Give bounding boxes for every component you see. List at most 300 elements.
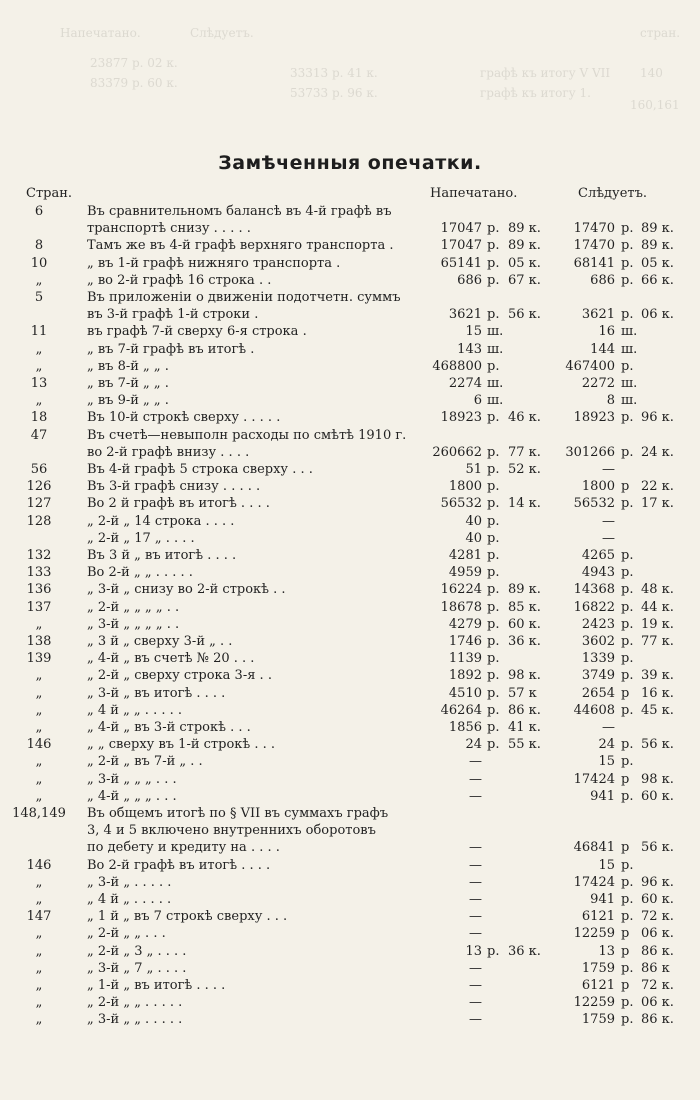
correct-number: 6121 bbox=[581, 978, 615, 993]
table-row bbox=[0, 358, 700, 375]
row-page: 132 bbox=[26, 548, 52, 563]
printed-number: — bbox=[469, 857, 482, 873]
printed-number: — bbox=[469, 909, 482, 925]
printed-number: 17047 bbox=[440, 238, 482, 254]
table-row bbox=[0, 599, 700, 616]
correct-number: 1339 bbox=[581, 651, 615, 667]
row-description: Въ сравнительномъ балансѣ въ 4-й графѣ въ bbox=[87, 204, 392, 219]
row-page: „ bbox=[35, 926, 43, 942]
correct-kopecks: 17 к. bbox=[641, 496, 674, 512]
row-description: „ „ сверху въ 1-й строкѣ . . . bbox=[87, 737, 276, 753]
row-description: Во 2-й „ „ . . . . . bbox=[87, 565, 193, 581]
row-page: „ bbox=[35, 995, 43, 1011]
printed-number: 13 bbox=[465, 943, 482, 959]
printed-number: 468800 bbox=[432, 358, 482, 374]
printed-kopecks: 60 к. bbox=[508, 616, 541, 632]
correct-kopecks: 89 к. bbox=[641, 221, 674, 237]
printed-number: — bbox=[469, 926, 482, 942]
printed-number: 15 bbox=[465, 324, 482, 340]
table-row bbox=[0, 530, 700, 547]
correct-kopecks: 60 к. bbox=[641, 788, 674, 804]
row-page: 18 bbox=[30, 410, 48, 426]
row-description: „ 2-й „ „ . . . . . bbox=[87, 995, 183, 1011]
correct-unit: р. bbox=[621, 255, 634, 271]
printed-unit: р. bbox=[487, 358, 500, 374]
correct-kopecks: 16 к. bbox=[641, 685, 674, 701]
row-page: „ bbox=[35, 771, 43, 787]
printed-number: 143 bbox=[457, 341, 482, 357]
correct-number: 16 bbox=[598, 324, 615, 340]
table-row bbox=[0, 306, 700, 323]
header-should: Слѣдуетъ. bbox=[578, 186, 647, 201]
row-page: „ bbox=[35, 754, 43, 770]
table-row bbox=[0, 702, 700, 719]
row-page: 146 bbox=[26, 857, 52, 873]
correct-kopecks: 96 к. bbox=[641, 874, 674, 890]
correct-kopecks: 98 к. bbox=[641, 771, 674, 787]
printed-number: 4281 bbox=[448, 548, 482, 563]
row-description: Въ 10-й строкѣ сверху . . . . . bbox=[87, 410, 281, 426]
correct-unit: р. bbox=[621, 410, 634, 426]
printed-number: 3621 bbox=[448, 307, 482, 323]
printed-number: 16224 bbox=[440, 582, 482, 598]
row-page: „ bbox=[35, 393, 43, 409]
correct-kopecks: 60 к. bbox=[641, 892, 674, 907]
correct-number: 941 bbox=[590, 788, 615, 804]
row-description: „ въ 8-й „ „ . bbox=[87, 358, 169, 374]
correct-number: 1759 bbox=[581, 1012, 615, 1028]
printed-number: 65141 bbox=[440, 255, 482, 271]
printed-number: 260662 bbox=[432, 444, 482, 460]
row-description: „ въ 9-й „ „ . bbox=[87, 393, 169, 409]
table-row bbox=[0, 237, 700, 254]
printed-number: 24 bbox=[465, 737, 482, 753]
row-description: „ 3-й „ . . . . . bbox=[87, 874, 172, 890]
correct-number: 68141 bbox=[573, 255, 615, 271]
correct-unit: р. bbox=[621, 221, 634, 237]
correct-unit: р. bbox=[621, 272, 634, 288]
printed-number: — bbox=[469, 788, 482, 804]
printed-number: 686 bbox=[457, 272, 482, 288]
correct-unit: р. bbox=[621, 857, 634, 873]
printed-unit: р. bbox=[487, 737, 500, 753]
printed-number: 40 bbox=[465, 530, 482, 546]
table-row bbox=[0, 220, 700, 237]
row-description: Во 2 й графѣ въ итогѣ . . . . bbox=[87, 496, 270, 512]
correct-kopecks: 45 к. bbox=[641, 702, 674, 718]
printed-number: 51 bbox=[465, 462, 482, 477]
correct-unit: р. bbox=[621, 307, 634, 323]
row-page: 136 bbox=[26, 582, 52, 598]
table-row bbox=[0, 736, 700, 753]
printed-unit: р. bbox=[487, 221, 500, 237]
correct-unit: р. bbox=[621, 668, 634, 684]
table-row bbox=[0, 685, 700, 702]
row-description: Въ 3 й „ въ итогѣ . . . . bbox=[87, 548, 237, 563]
table-row bbox=[0, 719, 700, 736]
printed-number: 46264 bbox=[440, 702, 482, 718]
row-description: „ 3-й „ „ „ . . . bbox=[87, 771, 177, 787]
correct-unit: р. bbox=[621, 599, 634, 615]
correct-unit: р. bbox=[621, 582, 634, 598]
printed-number: 4279 bbox=[448, 616, 482, 632]
row-description: „ 2-й „ „ „ „ . . bbox=[87, 599, 180, 615]
printed-unit: р. bbox=[487, 479, 500, 495]
row-description: „ въ 7-й графѣ въ итогѣ . bbox=[87, 341, 255, 357]
correct-kopecks: 77 к. bbox=[641, 634, 674, 649]
table-row bbox=[0, 581, 700, 598]
correct-unit: р. bbox=[621, 788, 634, 804]
correct-number: — bbox=[602, 462, 615, 477]
row-page: „ bbox=[35, 892, 43, 907]
row-description: Тамъ же въ 4-й графѣ верхняго транспорта . bbox=[87, 238, 394, 254]
printed-kopecks: 14 к. bbox=[508, 496, 541, 512]
table-row bbox=[0, 478, 700, 495]
row-description: 3, 4 и 5 включено внутреннихъ оборотовъ bbox=[87, 823, 376, 839]
printed-number: 18678 bbox=[440, 599, 482, 615]
table-row bbox=[0, 788, 700, 805]
table-row bbox=[0, 255, 700, 272]
row-description: „ 3-й „ „ . . . . . bbox=[87, 1012, 183, 1028]
correct-number: 3602 bbox=[581, 634, 615, 649]
correct-kopecks: 56 к. bbox=[641, 840, 674, 856]
printed-number: — bbox=[469, 754, 482, 770]
printed-kopecks: 86 к. bbox=[508, 702, 541, 718]
printed-unit: р. bbox=[487, 616, 500, 632]
row-description: Въ счетѣ—невыполн расходы по смѣтѣ 1910 г. bbox=[87, 427, 407, 443]
row-page: 56 bbox=[30, 462, 48, 477]
printed-number: 6 bbox=[473, 393, 482, 409]
table-row bbox=[0, 977, 700, 994]
row-page: „ bbox=[35, 702, 43, 718]
table-row bbox=[0, 289, 700, 306]
printed-kopecks: 41 к. bbox=[508, 720, 541, 735]
correct-number: 14368 bbox=[573, 582, 615, 598]
correct-number: — bbox=[602, 530, 615, 546]
table-row bbox=[0, 564, 700, 581]
correct-number: 13 bbox=[598, 943, 615, 959]
correct-number: 18923 bbox=[573, 410, 615, 426]
printed-number: 1800 bbox=[448, 479, 482, 495]
row-page: „ bbox=[35, 960, 43, 976]
table-row bbox=[0, 994, 700, 1011]
correct-unit: р. bbox=[621, 565, 634, 581]
row-description: „ 3-й „ „ „ „ . . bbox=[87, 616, 180, 632]
printed-unit: р. bbox=[487, 651, 500, 667]
printed-number: 4959 bbox=[448, 565, 482, 581]
row-description: Въ 4-й графѣ 5 строка сверху . . . bbox=[87, 462, 313, 477]
printed-unit: р. bbox=[487, 685, 500, 701]
correct-number: 2272 bbox=[581, 376, 615, 391]
correct-number: 2423 bbox=[581, 616, 615, 632]
correct-number: 467400 bbox=[565, 358, 615, 374]
correct-kopecks: 89 к. bbox=[641, 238, 674, 254]
row-description: „ 2-й „ въ 7-й „ . . bbox=[87, 754, 203, 770]
correct-unit: ш. bbox=[621, 376, 638, 391]
row-description: „ 3-й „ 7 „ . . . . bbox=[87, 960, 187, 976]
printed-number: 4510 bbox=[448, 685, 482, 701]
correct-unit: р. bbox=[621, 496, 634, 512]
printed-unit: р. bbox=[487, 668, 500, 684]
row-description: во 2-й графѣ внизу . . . . bbox=[87, 444, 250, 460]
correct-unit: р bbox=[621, 840, 630, 856]
row-page: „ bbox=[35, 616, 43, 632]
table-row bbox=[0, 1011, 700, 1028]
correct-unit: р bbox=[621, 771, 630, 787]
table-row bbox=[0, 943, 700, 960]
table-row bbox=[0, 771, 700, 788]
printed-unit: р. bbox=[487, 548, 500, 563]
correct-kopecks: 05 к. bbox=[641, 255, 674, 271]
row-page: 47 bbox=[30, 427, 48, 443]
correct-number: 15 bbox=[598, 754, 615, 770]
printed-unit: р. bbox=[487, 272, 500, 288]
row-page: „ bbox=[35, 272, 43, 288]
correct-number: — bbox=[602, 720, 615, 735]
printed-number: 40 bbox=[465, 513, 482, 529]
table-row bbox=[0, 272, 700, 289]
row-page: „ bbox=[35, 358, 43, 374]
printed-number: 2274 bbox=[448, 376, 482, 391]
correct-kopecks: 72 к. bbox=[641, 978, 674, 993]
correct-number: 301266 bbox=[565, 444, 615, 460]
correct-number: — bbox=[602, 513, 615, 529]
correct-unit: р. bbox=[621, 444, 634, 460]
correct-kopecks: 06 к. bbox=[641, 926, 674, 942]
printed-number: — bbox=[469, 960, 482, 976]
correct-unit: ш. bbox=[621, 393, 638, 409]
row-page: „ bbox=[35, 788, 43, 804]
correct-unit: р. bbox=[621, 737, 634, 753]
correct-kopecks: 66 к. bbox=[641, 272, 674, 288]
table-row bbox=[0, 650, 700, 667]
row-page: „ bbox=[35, 341, 43, 357]
correct-kopecks: 24 к. bbox=[641, 444, 674, 460]
printed-unit: р. bbox=[487, 307, 500, 323]
correct-number: 686 bbox=[590, 272, 615, 288]
printed-kopecks: 89 к. bbox=[508, 238, 541, 254]
printed-kopecks: 67 к. bbox=[508, 272, 541, 288]
correct-unit: р. bbox=[621, 754, 634, 770]
correct-unit: р. bbox=[621, 1012, 634, 1028]
row-description: „ 3-й „ снизу во 2-й строкѣ . . bbox=[87, 582, 286, 598]
printed-unit: р. bbox=[487, 513, 500, 529]
row-description: „ 1 й „ въ 7 строкѣ сверху . . . bbox=[87, 909, 288, 925]
correct-kopecks: 86 к bbox=[641, 960, 670, 976]
table-row bbox=[0, 908, 700, 925]
printed-number: 1856 bbox=[448, 720, 482, 735]
table-row bbox=[0, 616, 700, 633]
correct-number: 12259 bbox=[573, 926, 615, 942]
printed-number: — bbox=[469, 1012, 482, 1028]
row-page: 138 bbox=[26, 634, 52, 649]
row-page: 146 bbox=[26, 737, 52, 753]
row-description: „ 2-й „ „ . . . bbox=[87, 926, 166, 942]
row-description: Во 2-й графѣ въ итогѣ . . . . bbox=[87, 857, 271, 873]
table-row bbox=[0, 444, 700, 461]
correct-number: 4265 bbox=[581, 548, 615, 563]
table-row bbox=[0, 461, 700, 478]
printed-number: 1892 bbox=[448, 668, 482, 684]
printed-kopecks: 52 к. bbox=[508, 462, 541, 477]
correct-kopecks: 06 к. bbox=[641, 995, 674, 1011]
correct-unit: р. bbox=[621, 634, 634, 649]
printed-kopecks: 56 к. bbox=[508, 307, 541, 323]
printed-number: 18923 bbox=[440, 410, 482, 426]
row-description: „ 4-й „ „ „ . . . bbox=[87, 788, 177, 804]
correct-unit: р. bbox=[621, 892, 634, 907]
row-page: 11 bbox=[30, 324, 48, 340]
correct-number: 17424 bbox=[573, 771, 615, 787]
printed-kopecks: 57 к bbox=[508, 685, 537, 701]
correct-unit: р. bbox=[621, 651, 634, 667]
table-row bbox=[0, 874, 700, 891]
row-description: въ 3-й графѣ 1-й строки . bbox=[87, 307, 259, 323]
table-row bbox=[0, 667, 700, 684]
row-description: „ 3 й „ сверху 3-й „ . . bbox=[87, 634, 233, 649]
correct-unit: р. bbox=[621, 909, 634, 925]
table-row bbox=[0, 857, 700, 874]
printed-unit: р. bbox=[487, 462, 500, 477]
correct-number: 46841 bbox=[573, 840, 615, 856]
correct-number: 144 bbox=[590, 341, 615, 357]
row-description: по дебету и кредиту на . . . . bbox=[87, 840, 280, 856]
table-row bbox=[0, 925, 700, 942]
row-page: „ bbox=[35, 720, 43, 735]
row-page: „ bbox=[35, 874, 43, 890]
row-page: 10 bbox=[30, 255, 48, 271]
row-description: „ во 2-й графѣ 16 строка . . bbox=[87, 272, 272, 288]
correct-unit: р bbox=[621, 685, 630, 701]
row-page: 139 bbox=[26, 651, 52, 667]
row-page: 127 bbox=[26, 496, 52, 512]
printed-kopecks: 98 к. bbox=[508, 668, 541, 684]
row-page: 137 bbox=[26, 599, 52, 615]
correct-number: 4943 bbox=[581, 565, 615, 581]
printed-kopecks: 36 к. bbox=[508, 634, 541, 649]
table-row bbox=[0, 427, 700, 444]
printed-unit: р. bbox=[487, 410, 500, 426]
bleed-through-text: стран. Напечатано. Слѣдуетъ. 23877 р. 02 к. 83379 р. 60 к. 33313 р. 41 к. 53733 р. 96 к. графѣ къ итогу V VII графѣ къ итогу 1. 140 160,161 bbox=[60, 26, 681, 112]
table-row bbox=[0, 960, 700, 977]
table-row bbox=[0, 323, 700, 340]
correct-unit: р bbox=[621, 926, 630, 942]
row-page: 126 bbox=[26, 479, 52, 495]
table-row bbox=[0, 805, 700, 822]
row-description: „ 4 й „ . . . . . bbox=[87, 892, 172, 907]
correct-unit: р bbox=[621, 978, 630, 993]
printed-unit: р. bbox=[487, 720, 500, 735]
printed-number: — bbox=[469, 840, 482, 856]
correct-number: 24 bbox=[598, 737, 615, 753]
correct-kopecks: 48 к. bbox=[641, 582, 674, 598]
row-page: „ bbox=[35, 1012, 43, 1028]
correct-unit: р. bbox=[621, 960, 634, 976]
printed-unit: р. bbox=[487, 444, 500, 460]
printed-number: — bbox=[469, 995, 482, 1011]
printed-kopecks: 89 к. bbox=[508, 582, 541, 598]
printed-kopecks: 89 к. bbox=[508, 221, 541, 237]
row-page: 128 bbox=[26, 513, 52, 529]
table-row bbox=[0, 375, 700, 392]
printed-unit: р. bbox=[487, 530, 500, 546]
row-description: Въ 3-й графѣ снизу . . . . . bbox=[87, 479, 261, 495]
table-row bbox=[0, 891, 700, 908]
row-description: „ 2-й „ сверху строка 3-я . . bbox=[87, 668, 272, 684]
correct-kopecks: 19 к. bbox=[641, 616, 674, 632]
row-description: „ въ 1-й графѣ нижняго транспорта . bbox=[87, 255, 341, 271]
printed-number: 1139 bbox=[448, 651, 482, 667]
row-description: Въ приложеніи о движеніи подотчетн. суммъ bbox=[87, 290, 401, 305]
correct-unit: р. bbox=[621, 616, 634, 632]
row-description: „ 2-й „ 17 „ . . . . bbox=[87, 530, 195, 546]
correct-number: 15 bbox=[598, 857, 615, 873]
row-description: „ 2-й „ 14 строка . . . . bbox=[87, 513, 235, 529]
correct-number: 56532 bbox=[573, 496, 615, 512]
correct-kopecks: 06 к. bbox=[641, 307, 674, 323]
table-row bbox=[0, 753, 700, 770]
correct-kopecks: 72 к. bbox=[641, 909, 674, 925]
printed-unit: р. bbox=[487, 255, 500, 271]
table-row bbox=[0, 633, 700, 650]
row-page: 5 bbox=[34, 290, 44, 305]
correct-number: 2654 bbox=[581, 685, 615, 701]
correct-number: 6121 bbox=[581, 909, 615, 925]
correct-number: 3621 bbox=[581, 307, 615, 323]
correct-unit: р. bbox=[621, 548, 634, 563]
table-row bbox=[0, 547, 700, 564]
correct-number: 1759 bbox=[581, 960, 615, 976]
printed-number: — bbox=[469, 874, 482, 890]
row-description: „ 4 й „ „ . . . . . bbox=[87, 702, 182, 718]
correct-unit: р. bbox=[621, 874, 634, 890]
printed-unit: р. bbox=[487, 496, 500, 512]
table-row bbox=[0, 409, 700, 426]
printed-unit: ш. bbox=[487, 376, 504, 391]
correct-number: 12259 bbox=[573, 995, 615, 1011]
correct-unit: ш. bbox=[621, 341, 638, 357]
table-row bbox=[0, 822, 700, 839]
correct-unit: р. bbox=[621, 238, 634, 254]
correct-unit: р. bbox=[621, 358, 634, 374]
table-row bbox=[0, 495, 700, 512]
printed-kopecks: 46 к. bbox=[508, 410, 541, 426]
printed-unit: р. bbox=[487, 702, 500, 718]
row-description: „ 1-й „ въ итогѣ . . . . bbox=[87, 978, 226, 993]
printed-unit: ш. bbox=[487, 324, 504, 340]
row-page: 133 bbox=[26, 565, 52, 581]
row-page: 13 bbox=[30, 376, 48, 391]
header-printed: Напечатано. bbox=[430, 186, 518, 201]
row-description: Въ общемъ итогѣ по § VII въ суммахъ графъ bbox=[87, 806, 389, 821]
row-page: „ bbox=[35, 978, 43, 993]
table-row bbox=[0, 392, 700, 409]
row-page: „ bbox=[35, 668, 43, 684]
correct-number: 17424 bbox=[573, 874, 615, 890]
table-row bbox=[0, 513, 700, 530]
row-description: „ 4-й „ въ 3-й строкѣ . . . bbox=[87, 720, 251, 735]
correct-number: 1800 bbox=[581, 479, 615, 495]
row-page: 6 bbox=[34, 204, 44, 219]
correct-kopecks: 39 к. bbox=[641, 668, 674, 684]
printed-number: 1746 bbox=[448, 634, 482, 649]
printed-number: 56532 bbox=[440, 496, 482, 512]
printed-kopecks: 77 к. bbox=[508, 444, 541, 460]
correct-kopecks: 22 к. bbox=[641, 479, 674, 495]
correct-number: 17470 bbox=[573, 221, 615, 237]
table-row bbox=[0, 203, 700, 220]
correct-number: 44608 bbox=[573, 702, 615, 718]
